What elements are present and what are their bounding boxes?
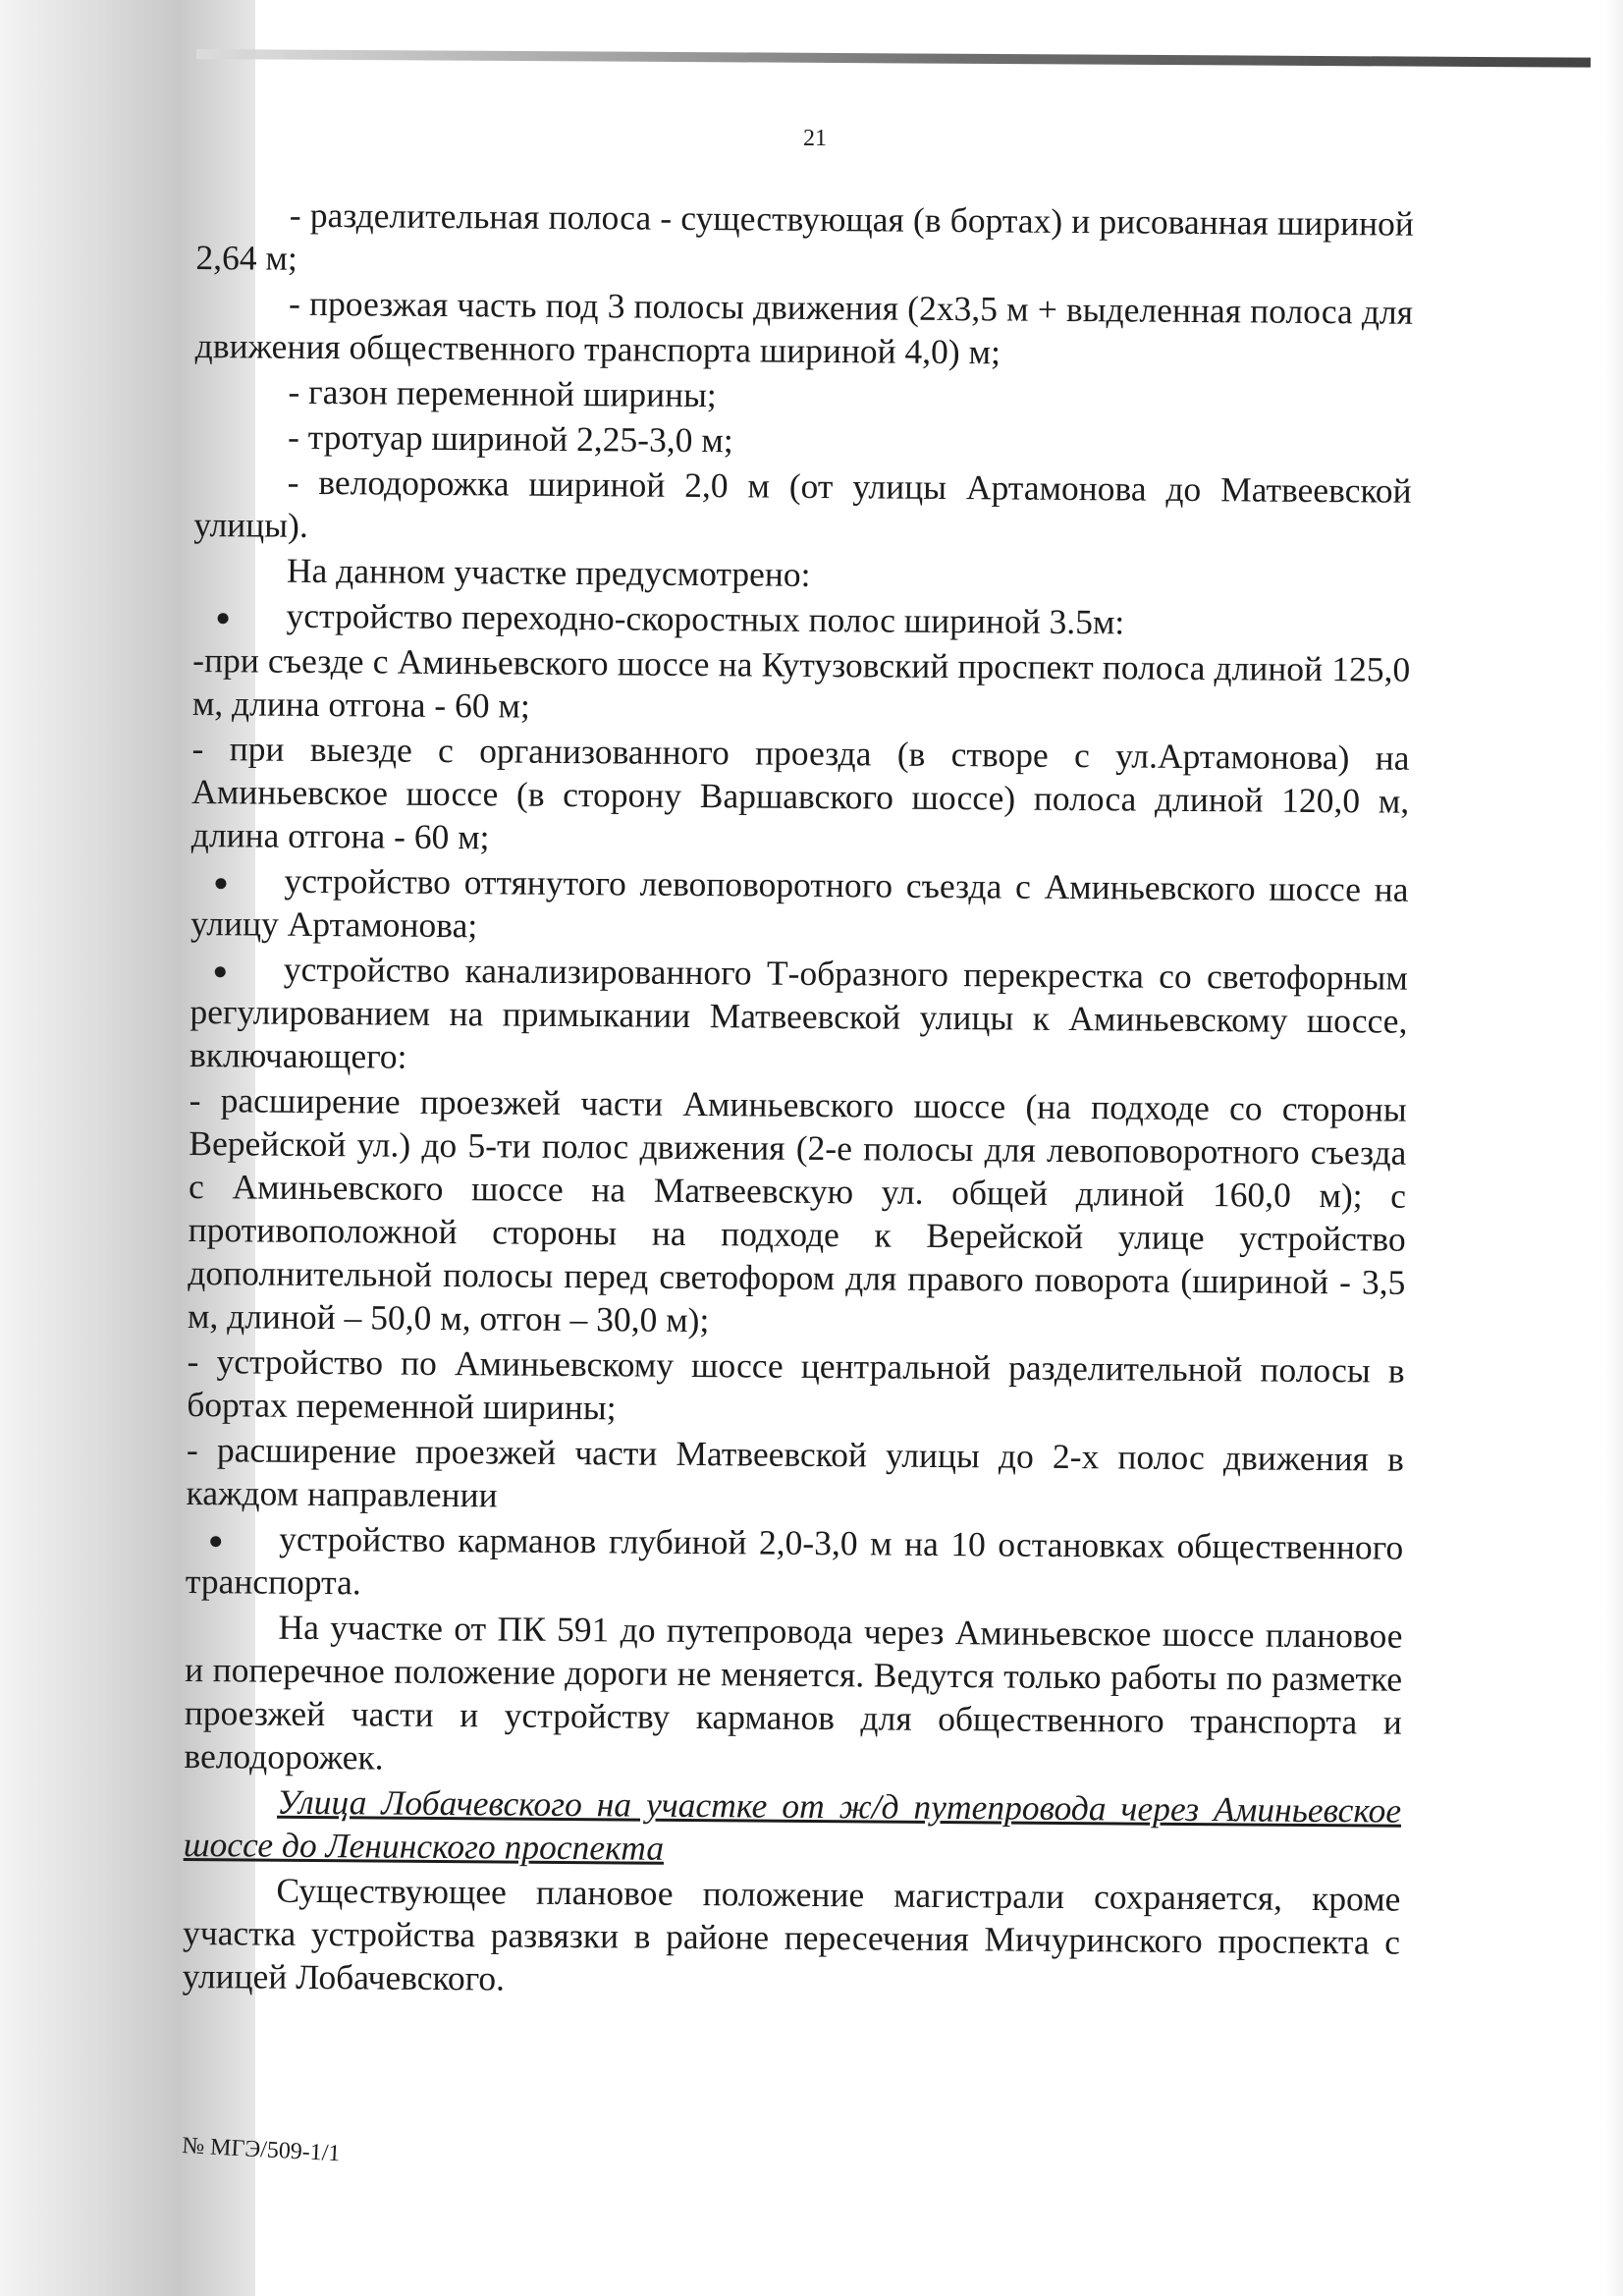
bullet-text: устройство канализированного Т-образного перекрестка со светофорным регулированием на примыкании Матвеевской улицы к Аминьевскому шоссе, включающего: [189,949,1408,1076]
bullet-item [190,858,1409,955]
bullet-item [192,593,1410,646]
page-number: 21 [803,126,827,151]
paragraph: - велодорожка шириной 2,0 м (от улицы Артамонова до Матвеевской улицы). [193,462,1412,545]
paragraph: - расширение проезжей части Аминьевского шоссе (на подходе со стороны Верейской ул.) до 5-ти полос движения (2-е полосы для левоповоротного съезда с Аминьевского шоссе на Матвеевскую ул. общей длиной 160,0 м); с противоположной стороны на подходе к Верейской улице устройство дополнительной полосы перед светофором для правого поворота (шириной - 3,5 м, длиной – 50,0 м, отгон – 30,0 м); [187,1079,1407,1340]
paragraph: -при съезде с Аминьевского шоссе на Кутузовский проспект полоса длиной 125,0 м, длина отгона - 60 м; [191,639,1411,726]
bullet-icon [210,1537,221,1548]
paragraph: - при выезде с организованного проезда (в створе с ул.Артамонова) на Аминьевское шоссе (в сторону Варшавского шоссе) полоса длиной 120,0 м, длина отгона - 60 м; [190,728,1410,857]
paragraph: - газон переменной ширины; [288,371,717,415]
document-code: № МГЭ/509-1/1 [181,2133,342,2167]
bullet-item [189,947,1408,1086]
paragraph: На данном участке предусмотрено: [286,550,811,594]
section-heading: Улица Лобачевского на участке от ж/д путепровода через Аминьевское шоссе до Ленинского проспекта [183,1781,1402,1868]
bullet-text: устройство оттянутого левоповоротного съезда с Аминьевского шоссе на улицу Артамонова; [189,860,1409,946]
bullet-icon [218,614,229,625]
paragraph: Существующее плановое положение магистрали сохраняется, кроме участка устройства развязки в районе пересечения Мичуринского проспекта с улицей Лобачевского. [182,1870,1401,1998]
document-body [183,192,1414,2009]
paragraph: - разделительная полоса - существующая (в бортах) и рисованная шириной 2,64 м; [195,194,1414,278]
bullet-text: устройство карманов глубиной 2,0-3,0 м на 10 остановках общественного транспорта. [185,1518,1404,1603]
paragraph: На участке от ПК 591 до путепровода через Аминьевское шоссе плановое и поперечное положение дороги не меняется. Ведутся только работы по разметке проезжей части и устройству карманов для общественного транспорта и велодорожек. [184,1607,1403,1777]
bullet-text: устройство переходно-скоростных полос шириной 3.5м: [286,595,1125,642]
paragraph: - тротуар шириной 2,25-3,0 м; [287,416,733,461]
bullet-icon [215,879,226,890]
page-edge [1605,0,1623,2296]
page-top-edge [196,49,1591,68]
paragraph: - расширение проезжей части Матвеевской улицы до 2-х полос движения в каждом направлении [186,1429,1405,1515]
bullet-icon [215,967,226,978]
paragraph: - проезжая часть под 3 полосы движения (2х3,5 м + выделенная полоса для движения общественного транспорта шириной 4,0) м; [194,283,1414,372]
paragraph: - устройство по Аминьевскому шоссе центральной разделительной полосы в бортах переменной ширины; [187,1340,1405,1428]
bullet-item [186,1516,1404,1613]
